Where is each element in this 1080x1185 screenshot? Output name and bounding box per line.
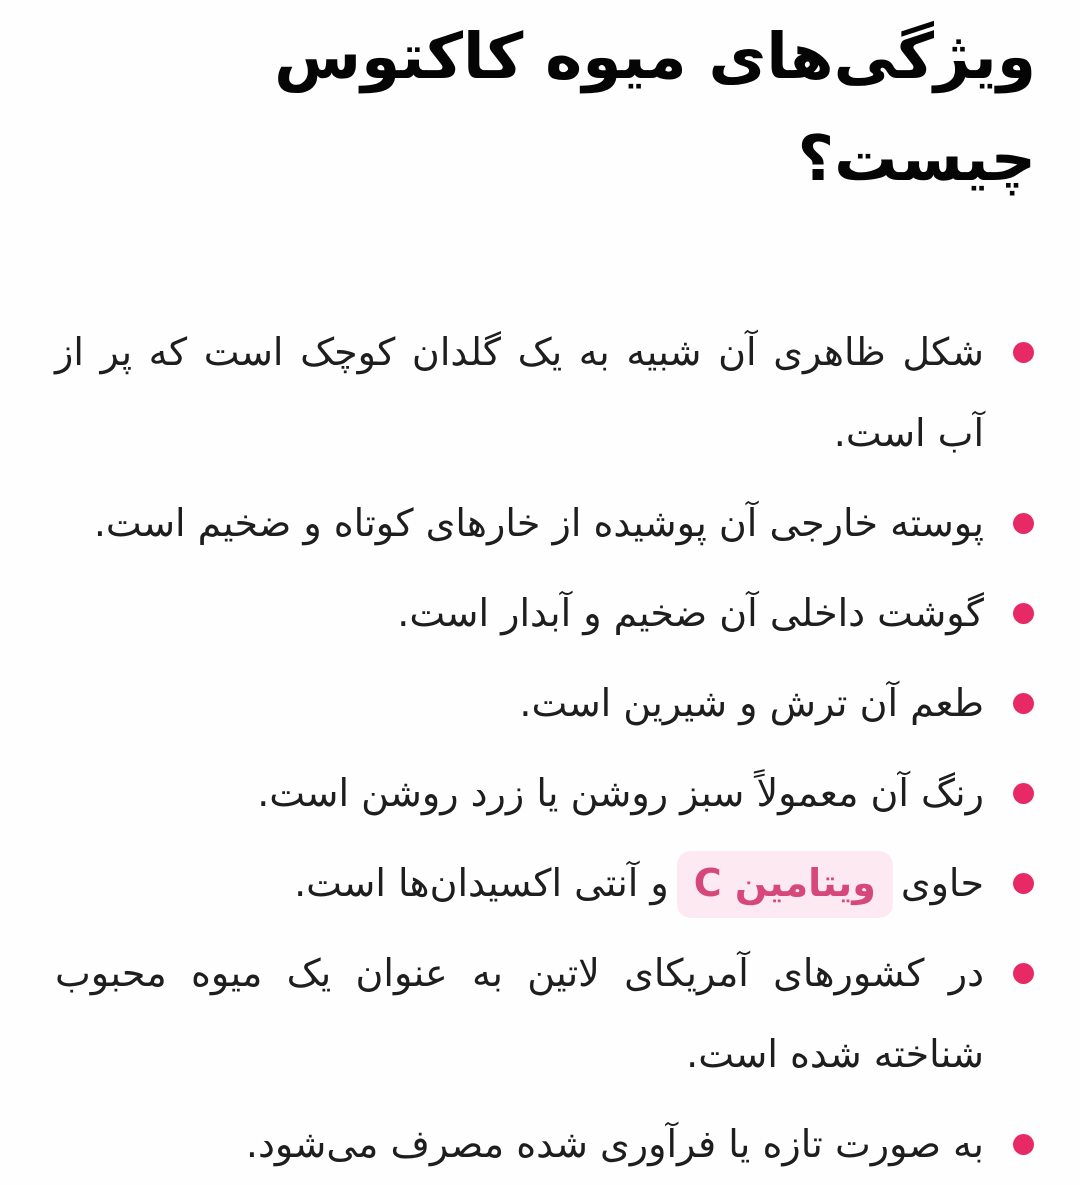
list-item bbox=[0, 843, 1080, 924]
bullet-text bbox=[294, 861, 984, 905]
text-run: در کشورهای آمریکای لاتین به عنوان یک میوه محبوب شناخته شده است. bbox=[55, 951, 984, 1077]
bullet-icon bbox=[1013, 963, 1034, 984]
list-item bbox=[0, 933, 1080, 1095]
bullet-text bbox=[94, 501, 984, 545]
bullet-list bbox=[0, 312, 1080, 1185]
page-title: ویژگی‌های میوه کاکتوس چیست؟ bbox=[274, 20, 1036, 196]
bullet-text bbox=[519, 681, 984, 725]
bullet-icon bbox=[1013, 603, 1034, 624]
list-item bbox=[0, 573, 1080, 654]
list-item bbox=[0, 753, 1080, 834]
bullet-icon bbox=[1013, 513, 1034, 534]
text-run: به صورت تازه یا فرآوری شده مصرف می‌شود. bbox=[245, 1122, 984, 1167]
bullet-icon bbox=[1013, 873, 1034, 894]
list-item bbox=[0, 663, 1080, 744]
text-run: طعم آن ترش و شیرین است. bbox=[519, 681, 984, 726]
bullet-icon bbox=[1013, 783, 1034, 804]
text-run: پوسته خارجی آن پوشیده از خارهای کوتاه و ضخیم است. bbox=[93, 501, 984, 546]
vitamin-c-highlight: ویتامین C bbox=[677, 851, 893, 918]
bullet-text bbox=[55, 951, 984, 1076]
bullet-text bbox=[246, 1122, 984, 1166]
text-run: رنگ آن معمولاً سبز روشن یا زرد روشن است. bbox=[257, 771, 984, 816]
text-run: گوشت داخلی آن ضخیم و آبدار است. bbox=[397, 591, 984, 636]
text-run: شکل ظاهری آن شبیه به یک گلدان کوچک است که پر از آب است. bbox=[55, 330, 984, 456]
bullet-icon bbox=[1013, 342, 1034, 363]
bullet-text bbox=[257, 771, 984, 815]
list-item bbox=[0, 483, 1080, 564]
text-run: و آنتی اکسیدان‌ها است. bbox=[294, 861, 669, 906]
bullet-text bbox=[397, 591, 984, 635]
list-item bbox=[0, 312, 1080, 474]
list-item bbox=[0, 1104, 1080, 1185]
text-run: حاوی bbox=[900, 861, 984, 906]
bullet-text bbox=[55, 330, 984, 455]
bullet-icon bbox=[1013, 693, 1034, 714]
bullet-icon bbox=[1013, 1134, 1034, 1155]
